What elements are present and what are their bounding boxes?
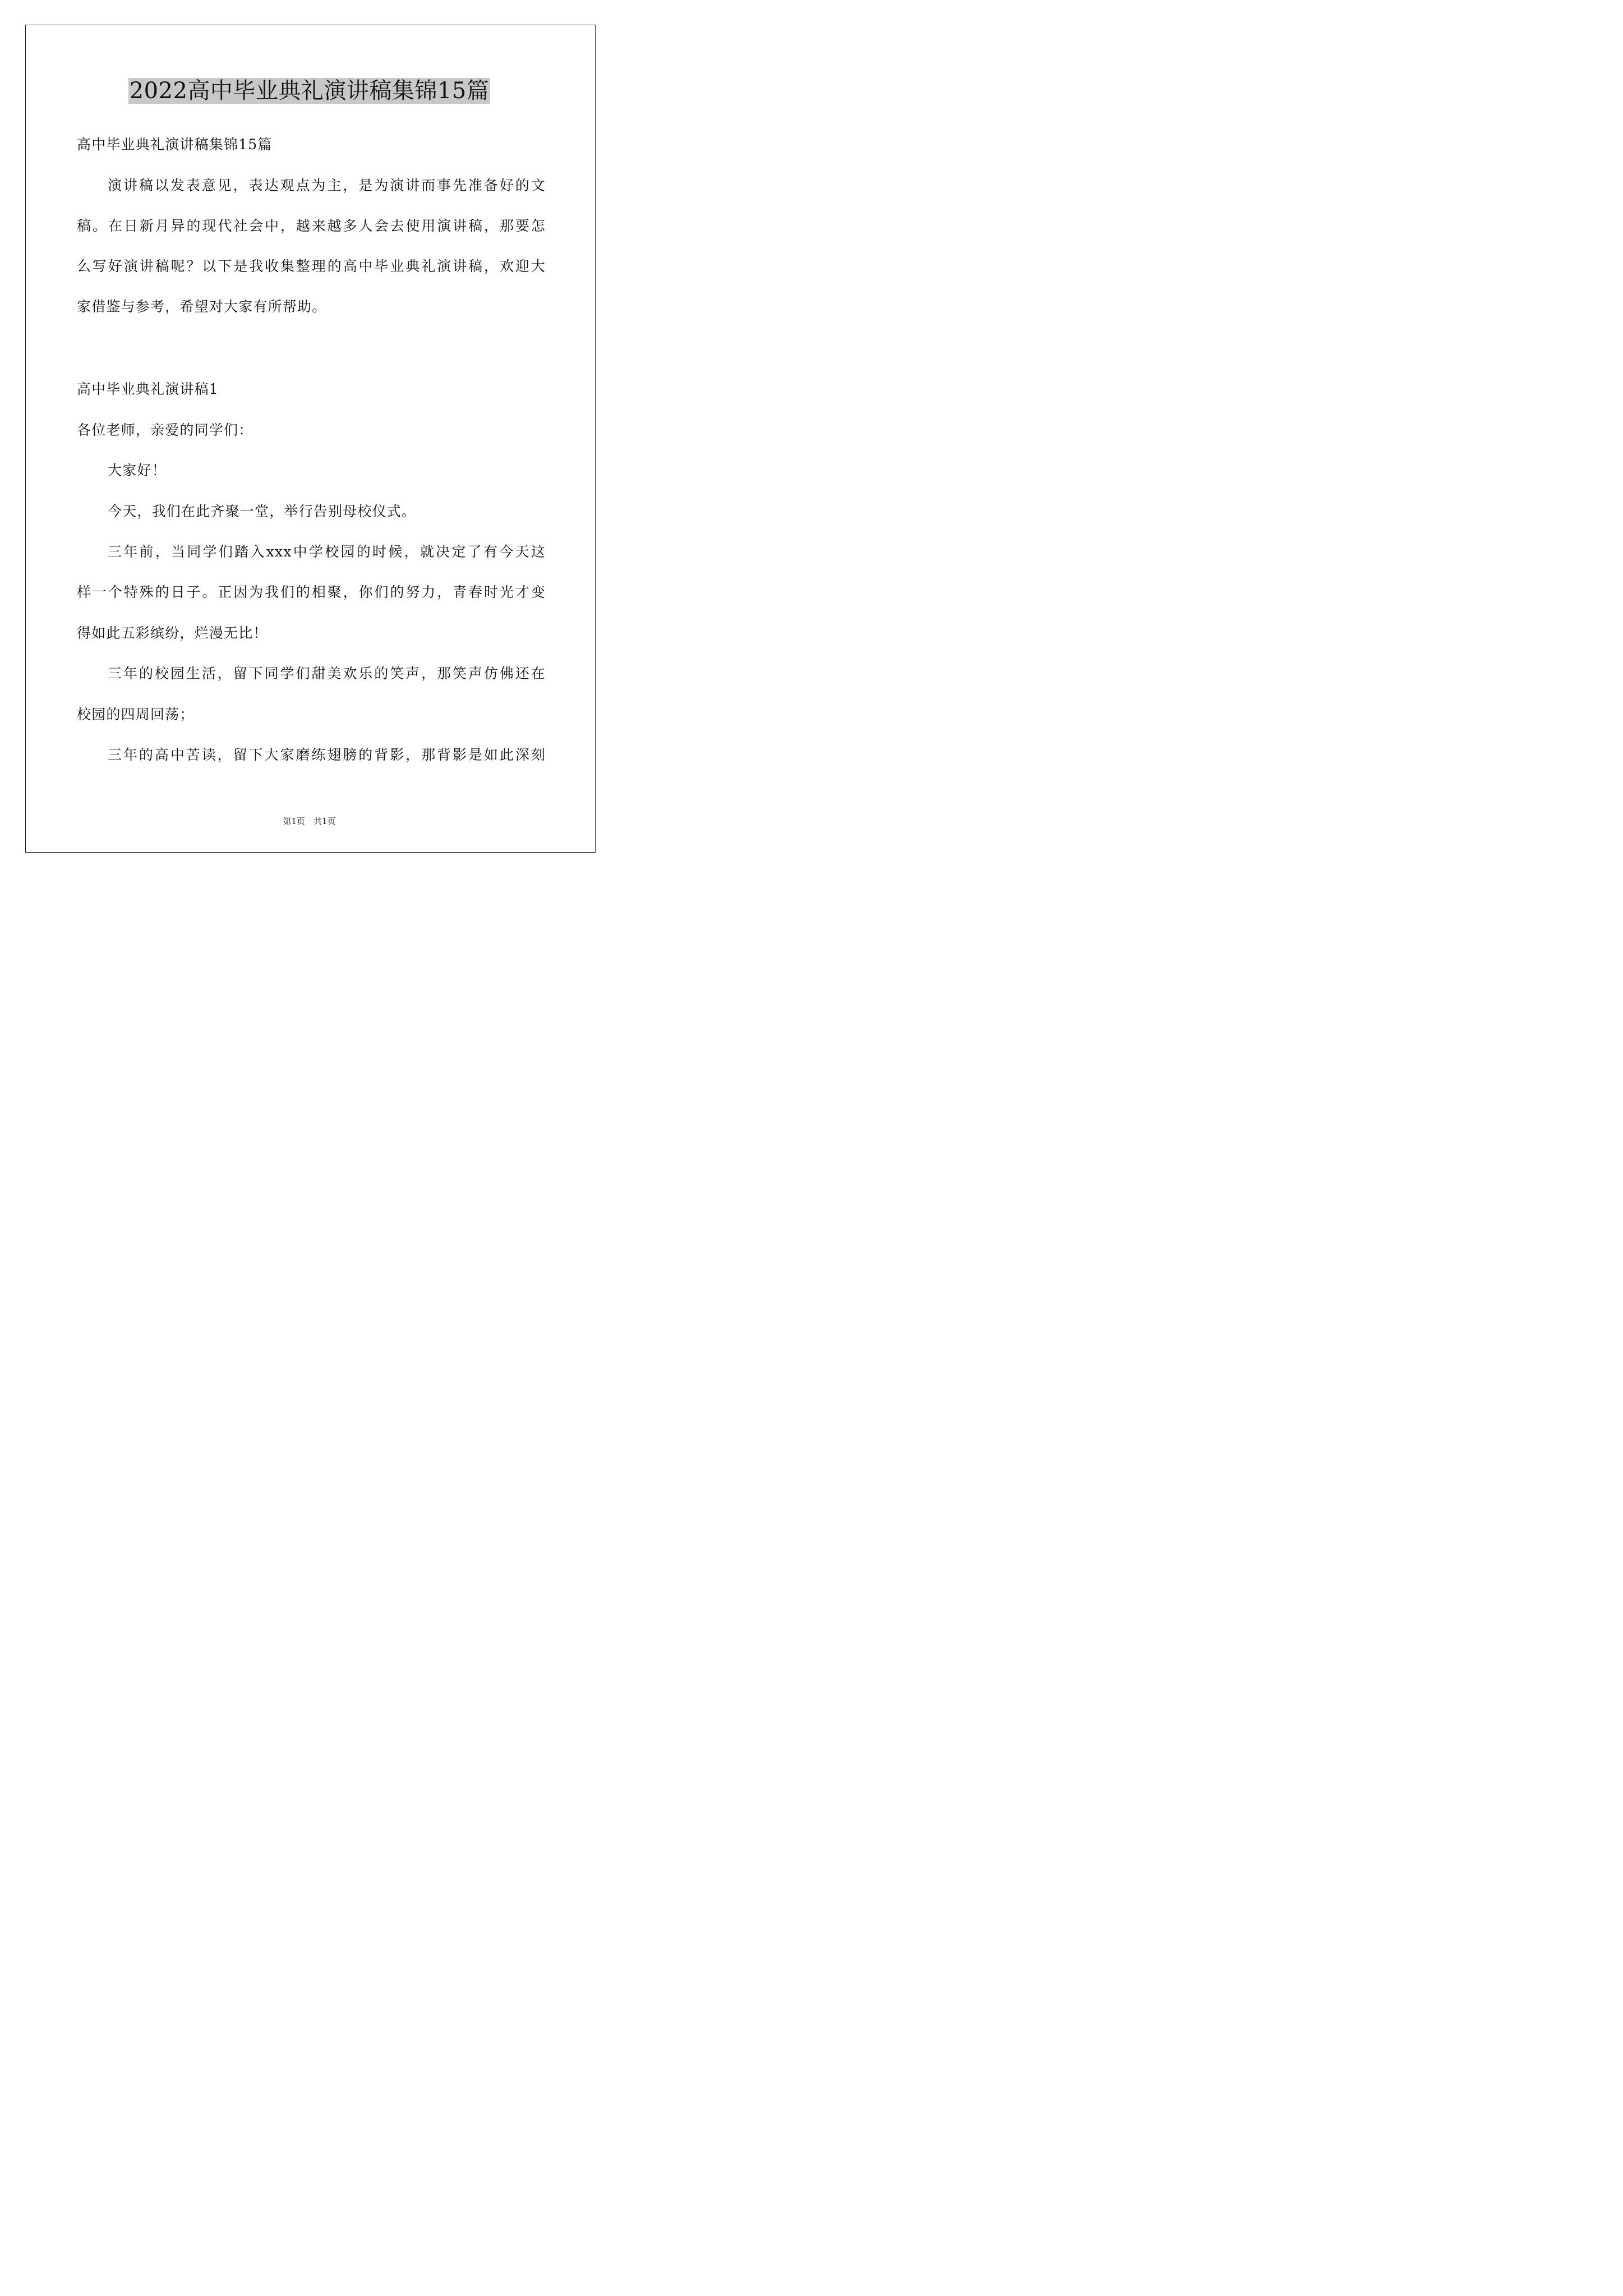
- document-title: 2022高中毕业典礼演讲稿集锦15篇: [129, 78, 490, 104]
- body-line-6: 校园的四周回荡；: [77, 706, 195, 723]
- body-line-1: 今天，我们在此齐聚一堂，举行告别母校仪式。: [108, 503, 417, 519]
- body-line-2: 三年前，当同学们踏入xxx中学校园的时候，就决定了有今天这: [108, 544, 546, 560]
- body-line-4: 得如此五彩缤纷，烂漫无比！: [77, 625, 268, 641]
- intro-line-4: 家借鉴与参考，希望对大家有所帮助。: [77, 298, 327, 315]
- document-title-wrap: [0, 76, 619, 105]
- intro-line-3: 么写好演讲稿呢？以下是我收集整理的高中毕业典礼演讲稿，欢迎大: [77, 258, 546, 274]
- body-line-3: 样一个特殊的日子。正因为我们的相聚，你们的努力，青春时光才变: [77, 584, 546, 600]
- body-line-5: 三年的校园生活，留下同学们甜美欢乐的笑声，那笑声仿佛还在: [108, 665, 546, 682]
- page-footer: 第1页 共1页: [283, 816, 336, 826]
- intro-line-1: 演讲稿以发表意见，表达观点为主，是为演讲而事先准备好的文: [108, 177, 546, 194]
- intro-line-2: 稿。在日新月异的现代社会中，越来越多人会去使用演讲稿，那要怎: [77, 218, 546, 234]
- document-subtitle: 高中毕业典礼演讲稿集锦15篇: [77, 136, 273, 153]
- section-heading: 高中毕业典礼演讲稿1: [77, 381, 219, 397]
- greeting: 大家好！: [108, 462, 167, 478]
- salutation: 各位老师，亲爱的同学们：: [77, 422, 253, 438]
- body-line-7: 三年的高中苦读，留下大家磨练翅膀的背影，那背影是如此深刻: [108, 747, 546, 763]
